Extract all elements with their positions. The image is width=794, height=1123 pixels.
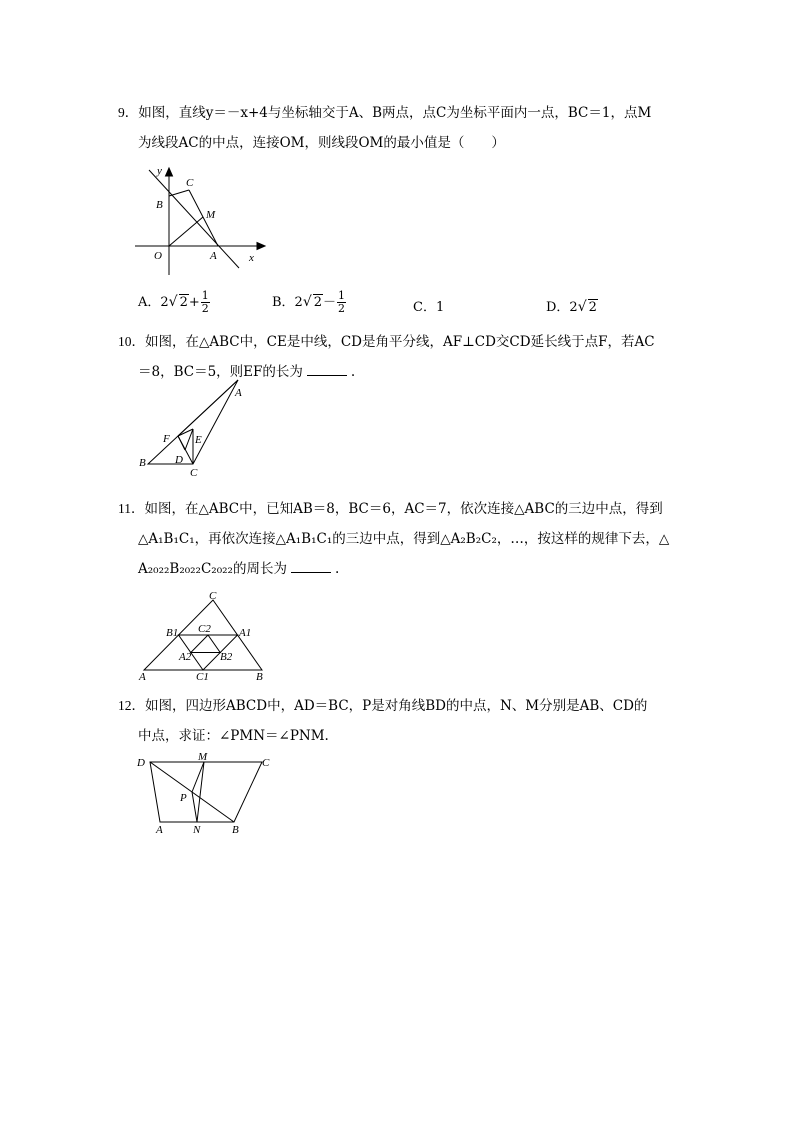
label-b1: B1 xyxy=(166,627,179,639)
q9-figure xyxy=(135,160,275,275)
label-o: O xyxy=(154,250,162,262)
label-p: P xyxy=(180,792,187,804)
label-x: x xyxy=(249,252,254,264)
segment-af xyxy=(178,380,238,436)
label-d: D xyxy=(137,757,145,769)
q11-figure xyxy=(138,590,268,682)
segment-bc xyxy=(169,190,189,196)
label-c: C xyxy=(190,467,198,479)
label-a2: A2 xyxy=(179,651,192,663)
fraction: $\frac{1}{2}$ xyxy=(201,289,209,315)
fraction: $\frac{1}{2}$ xyxy=(338,289,346,315)
x-axis-arrow xyxy=(257,243,265,250)
label-a: A xyxy=(139,671,146,683)
label-c: C xyxy=(262,757,270,769)
label-b2: B2 xyxy=(220,651,233,663)
quadrilateral-abcd xyxy=(150,762,262,822)
label-b: B xyxy=(139,457,146,469)
label-f: F xyxy=(163,433,170,445)
label-e: E xyxy=(195,434,202,446)
label-b: B xyxy=(256,671,263,683)
q12-line1: 12．如图，四边形ABCD中，AD＝BC，P是对角线BD的中点，N、M分别是AB、CD的 xyxy=(118,698,648,714)
q9-diagram xyxy=(135,160,275,275)
triangle-a2b2c2 xyxy=(191,635,220,653)
q10-line1: 10．如图，在△ABC中，CE是中线，CD是角平分线，AF⊥CD交CD延长线于点F，若AC xyxy=(118,334,655,350)
label-m: M xyxy=(206,209,216,221)
label-m: M xyxy=(198,751,208,763)
option-b: B．2√ 2－ $\frac{1}{2}$ xyxy=(272,289,346,315)
label-a: A xyxy=(235,387,242,399)
q9-line2: 为线段AC的中点，连接OM，则线段OM的最小值是（ ） xyxy=(138,135,505,151)
answer-blank xyxy=(291,560,331,573)
q11-line1: 11．如图，在△ABC中，已知AB＝8，BC＝6，AC＝7，依次连接△ABC的三边中点，得到 xyxy=(118,501,663,517)
label-n: N xyxy=(193,824,201,836)
label-a1: A1 xyxy=(239,627,252,639)
label-c2: C2 xyxy=(198,623,211,635)
segment-om xyxy=(169,217,203,246)
label-a: A xyxy=(156,824,163,836)
label-c1: C1 xyxy=(196,671,209,683)
question-10 xyxy=(118,327,688,387)
q10-line2: ＝8，BC＝5，则EF的长为 . xyxy=(138,364,356,380)
option-a: A．2√ 2+ $\frac{1}{2}$ xyxy=(138,289,209,315)
q12-figure xyxy=(136,752,281,837)
y-axis-arrow xyxy=(166,168,173,176)
q9-options xyxy=(138,290,698,324)
question-11 xyxy=(118,494,688,584)
option-d: D．2√ 2 xyxy=(546,299,597,315)
question-12 xyxy=(118,691,688,751)
segment-fd xyxy=(178,436,185,450)
question-9 xyxy=(118,98,688,158)
label-a: A xyxy=(210,250,217,262)
q11-line2: △A₁B₁C₁，再依次连接△A₁B₁C₁的三边中点，得到△A₂B₂C₂，…，按这样的规律下去，△ xyxy=(138,531,670,547)
q11-line3: A₂₀₂₂B₂₀₂₂C₂₀₂₂的周长为 . xyxy=(138,561,340,577)
label-y: y xyxy=(157,165,162,177)
label-b: B xyxy=(232,824,239,836)
label-c: C xyxy=(186,177,194,189)
label-d: D xyxy=(175,454,183,466)
option-c: C．1 xyxy=(413,300,445,315)
q10-figure xyxy=(138,386,258,479)
line-ab xyxy=(149,170,239,268)
q9-line1: 9．如图，直线y＝－x+4与坐标轴交于A、B两点，点C为坐标平面内一点，BC＝1，点M xyxy=(118,105,652,121)
answer-blank xyxy=(307,363,347,376)
label-c: C xyxy=(209,590,217,602)
q10-diagram xyxy=(138,386,258,479)
label-b: B xyxy=(156,199,163,211)
q11-diagram xyxy=(138,590,268,682)
q12-diagram xyxy=(136,752,281,837)
q12-line2: 中点，求证：∠PMN＝∠PNM. xyxy=(138,728,329,744)
segment-pn xyxy=(192,792,197,822)
